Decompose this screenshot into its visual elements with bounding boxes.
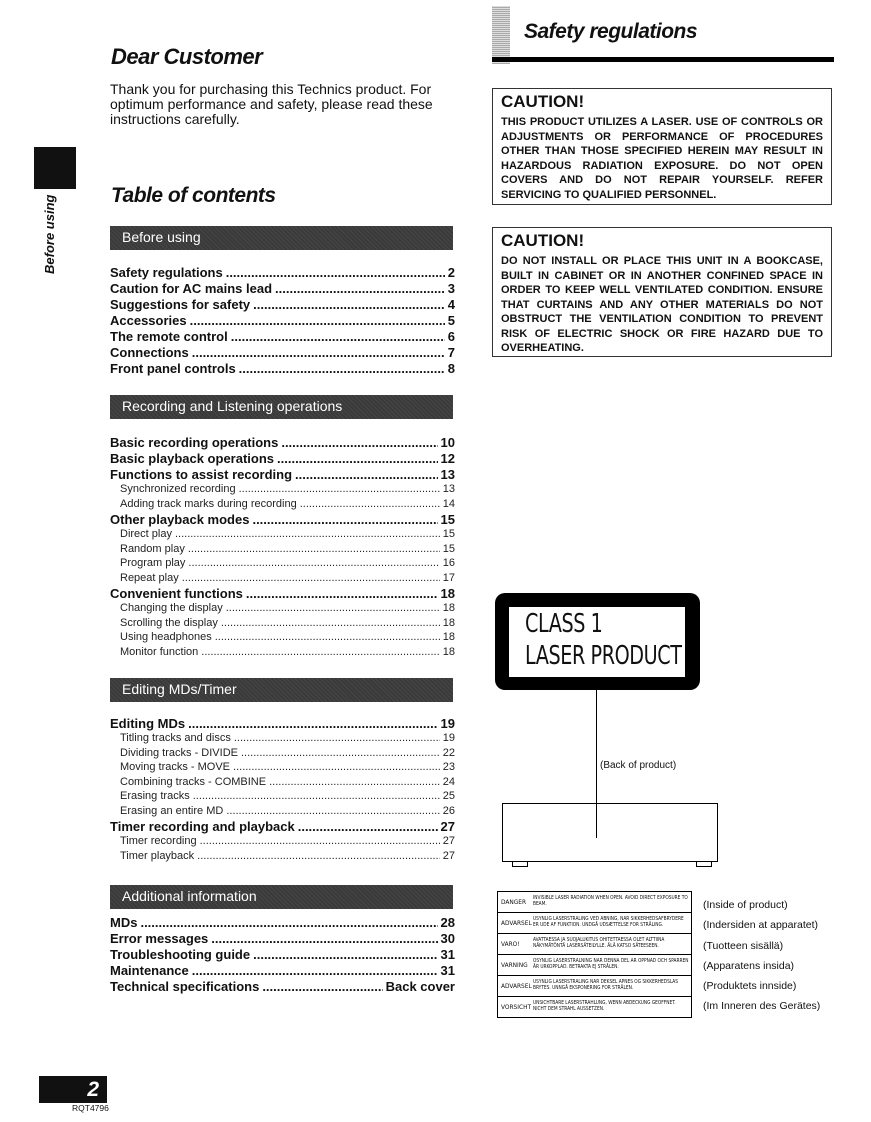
caution-box-ventilation [492,227,832,357]
toc-entry [110,947,455,963]
toc-entry-label: Front panel controls [110,361,236,376]
toc-entry-page: 19 [440,716,455,731]
leader-dots [275,281,445,296]
toc-entry-label: Timer playback [120,849,195,862]
toc-entry-label: Adding track marks during recording [120,497,297,510]
toc-entry [110,732,455,747]
toc-entry-page: 15 [440,512,455,527]
location-caption: (Inside of product) [703,899,788,911]
toc-entry-page: 25 [442,790,455,802]
safety-regulations-title: Safety regulations [524,20,698,43]
toc-entry-page: 10 [440,435,455,450]
toc-entry [110,761,455,776]
toc-entry-label: Random play [120,542,185,555]
location-captions [703,895,820,1017]
leader-dots [295,467,438,482]
leader-dots [226,602,440,614]
warning-row [498,976,691,997]
toc-entry-label: Moving tracks - MOVE [120,761,231,773]
dear-customer-title: Dear Customer [111,44,263,69]
toc-entry [110,646,455,661]
warning-text: INVISIBLE LASER RADIATION WHEN OPEN. AVOID DIRECT EXPOSURE TO BEAM. [533,896,688,907]
warning-keyword: DANGER [501,898,527,906]
toc-entry [110,915,455,931]
laser-label-line1: CLASS 1 [525,609,603,639]
toc-entry-page: 7 [447,345,455,360]
intro-text: Thank you for purchasing this Technics product. For optimum performance and safety, please read these instructions carefully. [110,81,433,127]
toc-entry-label: Dividing tracks - DIVIDE [120,746,238,759]
toc-entry-page: 28 [440,915,455,930]
leader-dots [252,512,437,527]
location-caption: (Indersiden at apparatet) [703,919,818,932]
toc-entry-label: Troubleshooting guide [110,947,251,962]
location-caption: (Apparatens insida) [703,959,795,972]
section-header-label: Recording and Listening operations [122,398,343,414]
toc-entry [110,451,455,467]
section-header-bar [110,885,453,909]
toc-entry [110,617,455,632]
leader-dots [226,805,439,817]
toc-entry-label: Error messages [110,931,209,946]
toc-entry-label: Monitor function [120,645,199,658]
leader-dots [188,716,437,731]
toc-entry [110,850,455,865]
location-caption: (Tuotteen sisällä) [703,939,784,952]
toc-entry [110,528,455,543]
warning-text: USYNLIG LASERSTRÅLING VED ÅBNING, NÅR SIKKERHEDSAFBRYDERE ER UDE AF FUNKTION. UNDGÅ UDSÆTTELSE FOR STRÅLING. [533,917,684,928]
product-outline [502,803,718,862]
warning-row [498,913,691,934]
model-code: RQT4796 [72,1103,109,1113]
toc-entry-label: Synchronized recording [120,483,236,495]
toc-entry-page: 2 [447,265,455,280]
toc-entry-label: MDs [110,915,138,930]
caution-heading: CAUTION! [501,231,585,250]
leader-dots [239,483,440,495]
leader-dots [281,435,437,450]
toc-title: Table of contents [111,184,276,207]
leader-dots [193,790,440,802]
toc-entry-page: 13 [440,467,455,482]
toc-entry-label: Maintenance [110,963,189,978]
leader-dots [253,947,437,962]
toc-entry-page: 18 [442,602,455,614]
toc-entry-label: The remote control [110,329,228,344]
warning-keyword: VARO! [501,940,520,948]
warning-keyword: ADVARSEL [501,919,532,927]
leader-dots [221,617,440,629]
toc-entry [110,313,455,329]
caution-heading: CAUTION! [501,92,585,111]
toc-entry-page: Back cover [385,979,455,994]
toc-entry-label: Scrolling the display [120,616,218,629]
section-header-bar [110,678,453,702]
toc-entry-label: Basic playback operations [110,451,275,466]
toc-entry [110,543,455,558]
toc-entry-label: Other playback modes [110,512,250,527]
laser-label-line2: LASER PRODUCT [525,641,682,671]
leader-dots [246,586,438,601]
toc-entry [110,716,455,732]
section-tab-marker [34,147,76,189]
toc-entry [110,345,455,361]
toc-entry [110,979,455,995]
leader-dots [277,451,438,466]
toc-entry-page: 3 [447,281,455,296]
toc-entry-label: Caution for AC mains lead [110,281,273,296]
leader-dots [188,543,440,555]
warning-text: AVATTAESSA JA SUOJALUKITUS OHITETTAESSA OLET ALTTIINA NÄKYMÄTÖNTÄ LASERSÄTEILYLLE. ÄLÄ KATSO SÄTEESEEN. [533,938,665,949]
toc-entry-label: Erasing tracks [120,790,190,802]
page-number-box [39,1076,107,1103]
warning-text: UNSICHTBARE LASERSTRAHLUNG, WENN ABDECKUNG GEÖFFNET. NICHT DEM STRAHL AUSSETZEN. [533,1001,676,1012]
toc-entry-label: Convenient functions [110,586,243,601]
warning-keyword: VORSICHT [501,1003,532,1011]
class1-laser-label [495,593,700,690]
toc-entry-page: 27 [442,849,455,862]
toc-entry-page: 31 [440,947,455,962]
toc-entry [110,790,455,805]
leader-dots [262,979,382,994]
toc-entry [110,776,455,791]
toc-entry-page: 27 [440,819,455,834]
toc-entry-page: 5 [447,313,455,328]
leader-dots [201,646,439,658]
toc-entry-label: Timer recording [120,835,197,847]
caution-text: THIS PRODUCT UTILIZES A LASER. USE OF CONTROLS OR ADJUSTMENTS OR PERFORMANCE OF PROCEDURES OTHER THAN THOSE SPECIFIED HEREIN MAY RESULT IN HAZARDOUS RADIATION EXPOSURE. DO NOT OPEN COVERS AND DO NOT REPAIR YOURSELF. REFER SERVICING TO QUALIFIED PERSONNEL. [501,116,823,201]
toc-entry [110,498,455,513]
toc-entry-page: 18 [442,616,455,629]
toc-entry [110,329,455,345]
toc-entry [110,931,455,947]
leader-dots [211,931,437,946]
toc-entry-label: Functions to assist recording [110,467,293,482]
toc-entry-page: 6 [447,329,455,344]
toc-entry-label: Changing the display [120,602,223,614]
toc-entry [110,435,455,451]
toc-entry-label: Accessories [110,313,187,328]
toc-section-list [110,915,455,995]
toc-entry-page: 4 [447,297,455,312]
location-caption: (Produktets innside) [703,980,797,993]
toc-entry [110,557,455,572]
toc-entry-label: Technical specifications [110,979,260,994]
leader-dots [192,963,438,978]
side-section-label: Before using [42,194,57,274]
toc-entry [110,805,455,820]
section-header-label: Editing MDs/Timer [122,681,237,697]
toc-section-list [110,716,455,864]
toc-entry-page: 23 [442,761,455,773]
leader-dots [226,265,445,280]
toc-entry-page: 24 [442,775,455,788]
leader-dots [269,776,440,788]
header-rule [492,57,834,62]
toc-entry-label: Using headphones [120,631,212,643]
toc-entry-page: 19 [442,732,455,744]
caution-text: DO NOT INSTALL OR PLACE THIS UNIT IN A BOOKCASE, BUILT IN CABINET OR IN ANOTHER CONFINED SPACE IN ORDER TO KEEP WELL VENTILATED CONDITION. ENSURE THAT CURTAINS AND ANY OTHER MATERIALS DO NOT OBSTRUCT THE VENTILATION CONDITION TO PREVENT RISK OF ELECTRIC SHOCK OR FIRE HAZARD DUE TO OVERHEATING. [501,255,823,354]
toc-entry-label: Connections [110,345,189,360]
leader-dots [175,528,440,540]
leader-dots [182,572,440,584]
toc-entry-label: Program play [120,557,186,569]
product-foot [512,862,528,867]
back-of-product-caption: (Back of product) [600,760,677,771]
toc-entry [110,586,455,602]
toc-entry-page: 31 [440,963,455,978]
toc-entry-page: 27 [442,835,455,847]
toc-entry-label: Suggestions for safety [110,297,251,312]
warning-row [498,955,691,976]
toc-entry [110,572,455,587]
leader-dots [241,747,440,759]
location-caption: (Im Inneren des Gerätes) [703,1000,821,1013]
toc-entry-page: 18 [442,631,455,643]
section-header-bar [110,395,453,419]
toc-entry [110,835,455,850]
toc-entry-label: Repeat play [120,571,179,584]
toc-entry-label: Erasing an entire MD [120,804,224,817]
toc-entry-page: 14 [442,497,455,510]
toc-entry [110,819,455,835]
toc-section-list [110,265,455,377]
toc-entry [110,265,455,281]
toc-entry-page: 17 [442,571,455,584]
leader-dots [300,498,440,510]
section-header-bar [110,226,453,250]
toc-entry-page: 13 [442,483,455,495]
leader-dots [200,835,440,847]
toc-entry-label: Timer recording and playback [110,819,295,834]
leader-dots [233,761,440,773]
toc-entry [110,361,455,377]
leader-dots [239,361,445,376]
caution-box-laser [492,88,832,205]
toc-entry-page: 15 [442,542,455,555]
toc-entry-label: Direct play [120,528,172,540]
toc-entry-page: 18 [440,586,455,601]
toc-entry-page: 12 [440,451,455,466]
warning-row [498,892,691,913]
toc-entry-label: Basic recording operations [110,435,279,450]
toc-entry-page: 22 [442,746,455,759]
header-shade-bar [492,6,510,64]
toc-entry [110,747,455,762]
toc-entry-page: 30 [440,931,455,946]
multilingual-warning-label [497,891,692,1018]
page-number: 2 [87,1078,99,1101]
toc-entry-page: 26 [442,804,455,817]
warning-row [498,934,691,955]
warning-keyword: ADVARSEL [501,982,532,990]
leader-dots [192,345,445,360]
leader-dots [298,819,438,834]
toc-entry [110,297,455,313]
toc-entry-label: Titling tracks and discs [120,732,231,744]
leader-dots [215,631,440,643]
leader-dots [190,313,445,328]
toc-entry-label: Combining tracks - COMBINE [120,775,267,788]
product-foot [696,862,712,867]
toc-entry [110,963,455,979]
toc-entry-page: 18 [442,645,455,658]
toc-entry [110,281,455,297]
warning-text: OSYNLIG LASERSTRÅLNING NÄR DENNA DEL ÄR ÖPPNAD OCH SPÄRREN ÄR URKOPPLAD. BETRAKTA EJ STRÅLEN. [533,959,689,970]
toc-entry-page: 15 [442,528,455,540]
toc-entry-label: Safety regulations [110,265,223,280]
toc-entry [110,512,455,528]
section-header-label: Before using [122,229,201,245]
section-header-label: Additional information [122,888,257,904]
toc-entry [110,483,455,498]
warning-text: USYNLIG LASERSTRÅLING NÅR DEKSEL ÅPNES OG SIKKERHEDSLÅS BRYTES. UNNGÅ EKSPONERING FOR STRÅLEN. [533,980,678,991]
toc-entry-page: 8 [447,361,455,376]
toc-entry [110,602,455,617]
leader-dots [188,557,439,569]
warning-row [498,997,691,1017]
toc-section-list [110,435,455,660]
leader-dots [140,915,437,930]
toc-entry [110,467,455,483]
leader-dots [234,732,440,744]
warning-keyword: VARNING [501,961,528,969]
leader-dots [231,329,445,344]
toc-entry [110,631,455,646]
toc-entry-label: Editing MDs [110,716,186,731]
leader-dots [253,297,445,312]
toc-entry-page: 16 [442,557,455,569]
leader-dots [197,850,440,862]
